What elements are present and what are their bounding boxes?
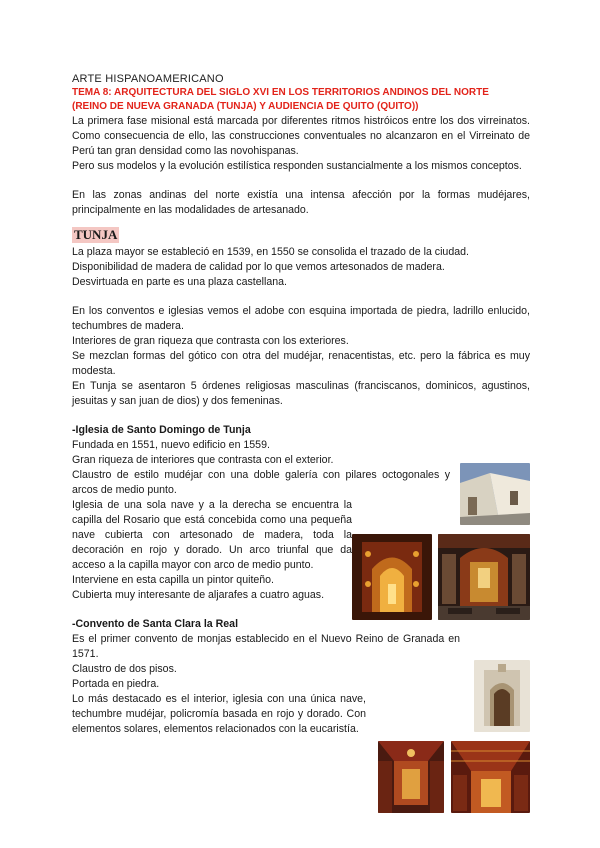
santo-domingo-line-4: Iglesia de una sola nave y a la derecha se encuentra la capilla del Rosario que está concebida como una pequeña nave cubierta con artesonado de madera, toda la decoración en rojo y dorado. Un arco triunfal que da acceso a la capilla mayor con arco de medio punto. bbox=[72, 499, 352, 571]
document-page bbox=[72, 72, 530, 737]
altar-nave-photo bbox=[438, 534, 530, 620]
tunja-line-7: En Tunja se asentaron 5 órdenes religiosas masculinas (franciscanos, dominicos, agustinos, jesuitas y san juan de dios) y dos femeninas. bbox=[72, 380, 530, 407]
tunja-line-1: La plaza mayor se estableció en 1539, en 1550 se consolida el trazado de la ciudad. bbox=[72, 246, 469, 258]
topic-title-line1: TEMA 8: ARQUITECTURA DEL SIGLO XVI EN LOS TERRITORIOS ANDINOS DEL NORTE bbox=[72, 87, 489, 98]
santa-clara-line-4: Lo más destacado es el interior, iglesia con una única nave, techumbre mudéjar, policromía basada en rojo y dorado. Con elementos solares, elementos relacionados con la eucaristía. bbox=[72, 693, 366, 735]
santo-domingo-line-2: Gran riqueza de interiores que contrasta con el exterior. bbox=[72, 454, 334, 466]
santa-clara-line-2: Claustro de dos pisos. bbox=[72, 663, 177, 675]
santo-domingo-line-1: Fundada en 1551, nuevo edificio en 1559. bbox=[72, 439, 270, 451]
santo-domingo-heading: -Iglesia de Santo Domingo de Tunja bbox=[72, 424, 251, 436]
santo-domingo-line-5: Interviene en esta capilla un pintor quiteño. bbox=[72, 574, 275, 586]
intro-paragraph-1: La primera fase misional está marcada por diferentes ritmos histróicos entre los dos virreinatos. Como consecuencia de ello, las construcciones conventuales no alcanzaron en el Virreinato de Perú tan gran densidad como las novohispanas. bbox=[72, 115, 530, 157]
intro-paragraph-2: Pero sus modelos y la evolución estilística responden sustancialmente a los mismos conceptos. bbox=[72, 160, 522, 172]
santo-domingo-line-3: Claustro de estilo mudéjar con una doble galería con pilares octogonales y arcos de medio punto. bbox=[72, 469, 450, 496]
tunja-line-3: Desvirtuada en parte es una plaza castellana. bbox=[72, 276, 287, 288]
santa-clara-line-3: Portada en piedra. bbox=[72, 678, 160, 690]
course-header: ARTE HISPANOAMERICANO bbox=[72, 73, 224, 85]
stone-portal-photo bbox=[474, 660, 530, 732]
santo-domingo-line-6: Cubierta muy interesante de aljarafes a cuatro aguas. bbox=[72, 589, 325, 601]
tunja-line-4: En los conventos e iglesias vemos el adobe con esquina importada de piedra, ladrillo enlucido, techumbres de madera. bbox=[72, 305, 530, 332]
tunja-heading: TUNJA bbox=[74, 227, 118, 242]
tunja-line-5: Interiores de gran riqueza que contrasta con los exteriores. bbox=[72, 335, 349, 347]
tunja-line-6: Se mezclan formas del gótico con otra del mudéjar, renacentistas, etc. pero la fábrica es muy modesta. bbox=[72, 350, 530, 377]
church-exterior-photo bbox=[460, 463, 530, 525]
polychrome-interior-photo bbox=[378, 741, 444, 813]
ceiling-view-photo bbox=[451, 741, 530, 813]
tunja-line-2: Disponibilidad de madera de calidad por lo que vemos artesonados de madera. bbox=[72, 261, 445, 273]
topic-title-line2: (REINO DE NUEVA GRANADA (TUNJA) Y AUDIENCIA DE QUITO (QUITO)) bbox=[72, 101, 419, 112]
santa-clara-line-1: Es el primer convento de monjas establecido en el Nuevo Reino de Granada en 1571. bbox=[72, 633, 460, 660]
chapel-interior-photo bbox=[352, 534, 432, 620]
santa-clara-heading: -Convento de Santa Clara la Real bbox=[72, 618, 239, 630]
intro-paragraph-3: En las zonas andinas del norte existía una intensa afección por la formas mudéjares, principalmente en las modalidades de artesanado. bbox=[72, 189, 530, 216]
